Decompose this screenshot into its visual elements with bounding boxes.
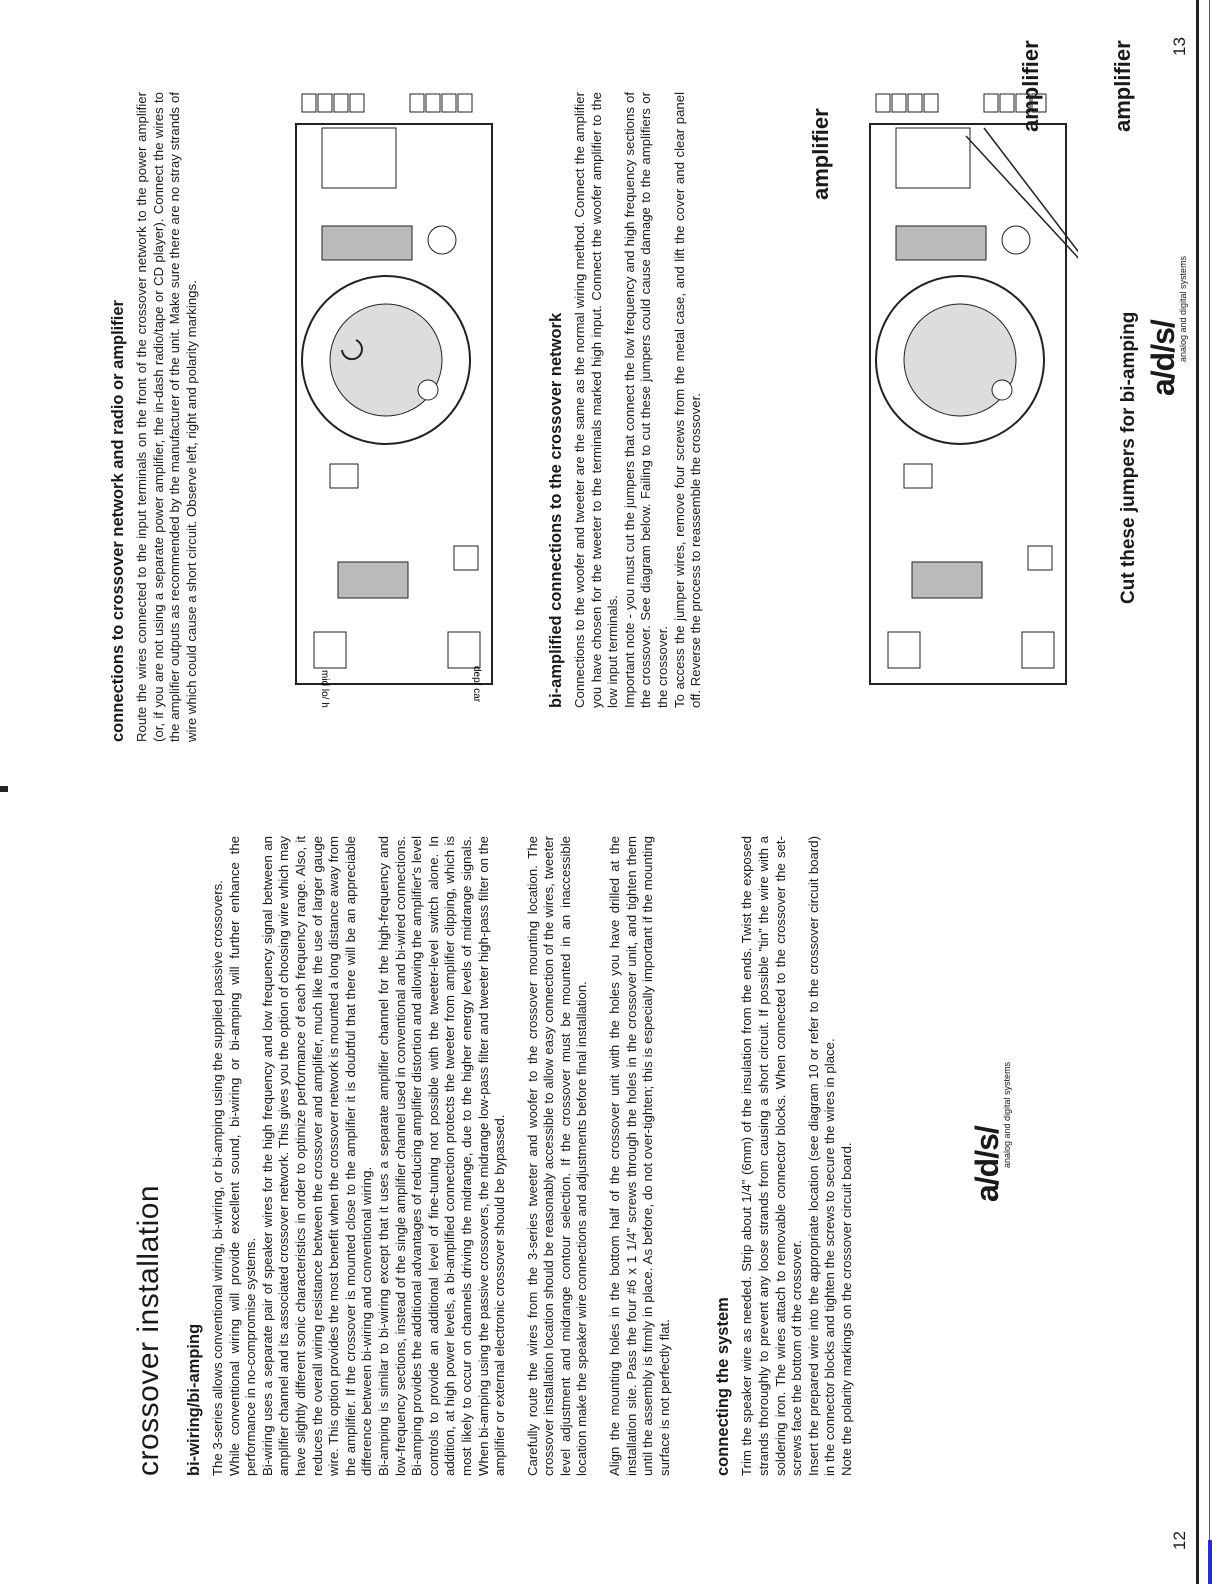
amplifier-label: amplifier (1110, 40, 1135, 132)
component-small-1 (330, 464, 358, 488)
capacitor-1 (912, 562, 982, 598)
logo-mark: a/d/s/ (969, 1126, 1005, 1202)
paragraph: Route the wires connected to the input terminals on the front of the crossover network to the power amplifier (or, if you are not using a separate power amplifier, the in-dash radio/tape or CD player). Connect the wires to the amplifier outputs as recommended by the manufacturer of the unit. Make sure there are no stray strands of wire which could cause a short circuit. Observe left, right and polarity markings. (134, 92, 199, 742)
resistor-block (322, 128, 396, 188)
right-page-column (108, 92, 200, 742)
capacitor-2 (896, 226, 986, 260)
terminal-block-top (876, 94, 938, 112)
paragraph: Important note - you must cut the jumpers that connect the low frequency and high frequency sections of the crossover. See diagram below. Failing to cut these jumpers could cause damage to the amplifiers or the crossover. (621, 92, 670, 708)
right-page-column-2 (546, 92, 705, 708)
paragraph: Connections to the woofer and tweeter are the same as the normal wiring method. Connect the amplifier you have chosen for the tweeter to the terminals marked high input. Connect the woofer amplifier to the low input terminals. (572, 92, 621, 708)
switch-dep-car (1022, 632, 1054, 668)
scan-mark (1208, 1540, 1212, 1584)
logo-tagline: analog and digital systems (1002, 1061, 1012, 1168)
paragraph: Bi-wiring uses a separate pair of speaker wires for the high frequency and low frequency signal between an amplifier channel and its associated crossover network. This gives you the option of choosing wire which may have slightly different sonic characteristics in order to optimize performance of each frequency range. Also, it reduces the overall wiring resistance between the crossover and amplifier, much like the use of larger gauge wire. This option provides the most benefit when the crossover network is mounted a long distance away from the amplifier. If the crossover is mounted close to the amplifier it is doubtful that there will be an appreciable difference between bi-wiring and conventional wiring. (259, 836, 375, 1476)
left-page-column (132, 836, 856, 1476)
ads-logo-right (1145, 255, 1188, 396)
jumper-caption: Cut these jumpers for bi-amping (1118, 311, 1139, 604)
capacitor-1 (338, 562, 408, 598)
paragraph: Bi-amping is similar to bi-wiring except that it uses a separate amplifier channel for the high-frequency and low-frequency sections, instead of the single amplifier channel used in conventional and bi-wired connections. Bi-amping provides the additional advantages of reducing amplifier distortion and allowing the amplifier's level controls to provide an additional level of fine-tuning not possible with the tweeter-level switch alone. In addition, at high power levels, a bi-amplified connection protects the tweeter from amplifier clipping, which is most likely to occur on channels driving the midrange, due to the higher energy levels of midrange signals. When bi-amping using the passive crossovers, the midrange low-pass filter and tweeter high-pass filter on the amplifier or external electronic crossover should be bypassed. (375, 836, 508, 1476)
heading-connecting-system: connecting the system (714, 1297, 733, 1476)
logo-mark: a/d/s/ (1145, 320, 1181, 396)
paragraph-mounting: Carefully route the wires from the 3-series tweeter and woofer to the crossover mounting location. The crossover installation location should be reasonably accessible to allow easy connection of the wires, tweeter level adjustment and midrange contour selection. If the crossover must be mounted in an inaccessible location make the speaker wire connections and adjustments before final installation. (524, 836, 590, 1476)
component-small-1 (904, 464, 932, 488)
switch-mid-lo-high (888, 632, 920, 668)
paragraph: To access the jumper wires, remove four screws from the metal case, and lift the cover and clear panel off. Reverse the process to reassemble the crossover. (671, 92, 704, 708)
terminal-block-top (302, 94, 364, 112)
component-small-2 (1028, 546, 1052, 570)
page-title: crossover installation (132, 1184, 165, 1476)
potentiometer (1002, 226, 1030, 254)
paragraph: While conventional wiring will provide excellent sound, bi-wiring or bi-amping will further enhance the performance in no-compromise systems. (226, 836, 259, 1476)
paragraph: The 3-series allows conventional wiring, bi-wiring, or bi-amping using the supplied passive crossovers. (210, 880, 225, 1476)
page-number-left: 12 (1170, 1531, 1189, 1550)
resistor-block (896, 128, 970, 188)
crossover-diagram-1 (242, 88, 504, 708)
fold-mark (0, 786, 8, 792)
crossover-diagram-2 (816, 88, 1078, 708)
potentiometer (428, 226, 456, 254)
crossover-board-illustration-biamp (816, 88, 1078, 708)
logo-tagline: analog and digital systems (1178, 255, 1188, 362)
coil-hole (992, 380, 1012, 400)
crossover-board-illustration (242, 88, 504, 708)
paragraph: Note the polarity markings on the crossover circuit board. (839, 1142, 854, 1476)
switch-label-2: dep/ car (471, 666, 482, 703)
paragraph: Trim the speaker wire as needed. Strip about 1/4" (6mm) of the insulation from the ends. Twist the exposed strands thoroughly to prevent any loose strands from causing a short circuit. If possible "tin" the wire with a soldering iron. The wires attach to removable connector blocks. When connected to the crossover the set-screws face the bottom of the crossover. (739, 836, 805, 1476)
amplifier-label: amplifier (808, 108, 833, 200)
heading-bi-amplified: bi-amplified connections to the crossover network (547, 312, 565, 708)
page-number-right: 13 (1170, 37, 1189, 56)
switch-label-1: mid lo/ high (319, 670, 330, 708)
heading-bi-wiring: bi-wiring/bi-amping (185, 1323, 203, 1476)
switch-dep-car (448, 632, 480, 668)
pointer-line-2 (984, 128, 1078, 288)
amplifier-label: amplifier (1018, 40, 1043, 132)
coil-hole (418, 380, 438, 400)
bottom-rule (1196, 0, 1210, 1584)
terminal-block-bottom (410, 94, 472, 112)
paragraph-align: Align the mounting holes in the bottom half of the crossover unit with the holes you have drilled at the installation site. Pass the four #6 x 1 1/4" screws through the holes in the crossover unit, and tighten them until the assembly is firmly in place. As before, do not over-tighten; this is especially important if the mounting surface is not perfectly flat. (607, 836, 672, 1476)
heading-connections-amplifier: connections to crossover network and radio or amplifier (109, 300, 127, 742)
pointer-line-1 (966, 136, 1078, 288)
ads-logo-left (969, 1061, 1012, 1202)
paragraph: Insert the prepared wire into the appropriate location (see diagram 10 or refer to the crossover circuit board) in the connector blocks and tighten the screws to secure the wires in place. (805, 836, 838, 1476)
capacitor-2 (322, 226, 412, 260)
switch-mid-lo-high (314, 632, 346, 668)
component-small-2 (454, 546, 478, 570)
